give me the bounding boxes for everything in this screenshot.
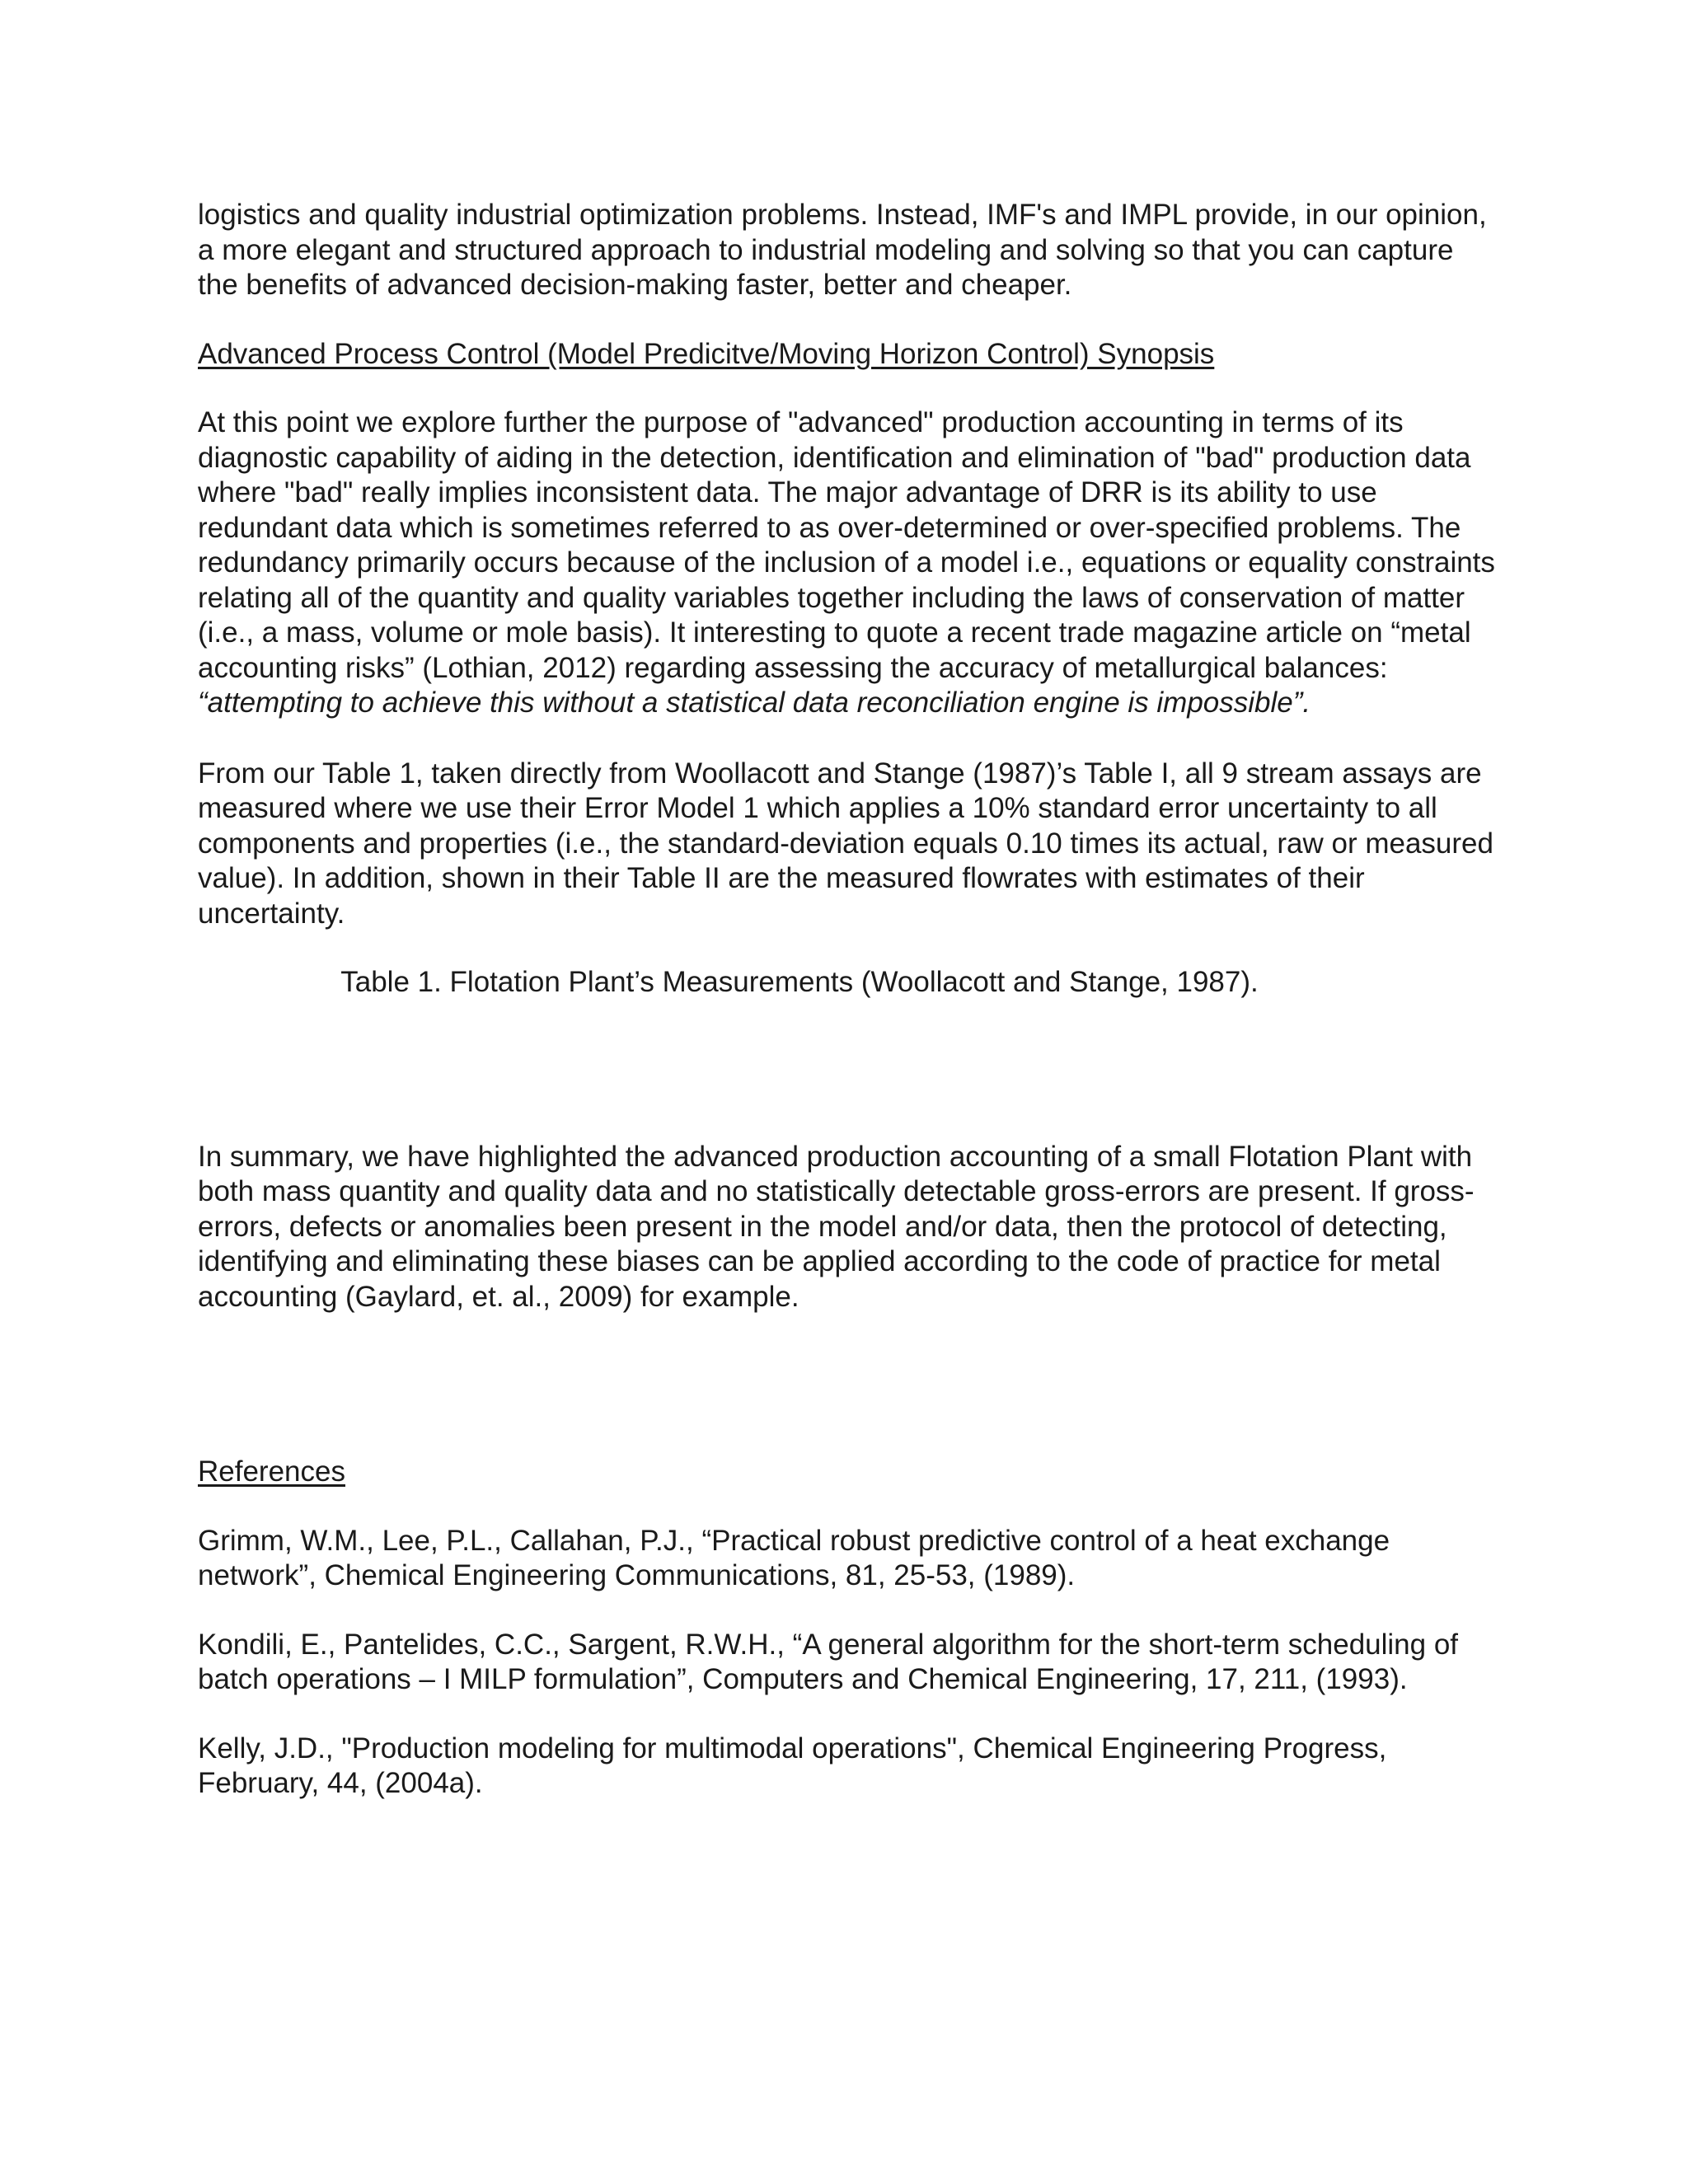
spacer bbox=[198, 1594, 1500, 1628]
table-paragraph: From our Table 1, taken directly from Woollacott and Stange (1987)’s Table I, all 9 stream assays are measured where we use their Error Model 1 which applies a 10% standard error uncertainty to all components and properties (i.e., the standard-deviation equals 0.10 times its actual, raw or measured value). In addition, shown in their Table II are the measured flowrates with estimates of their uncertainty. bbox=[198, 757, 1493, 930]
document-page bbox=[198, 198, 1500, 1802]
drr-paragraph-text: At this point we explore further the purpose of "advanced" production accounting in terms of its diagnostic capability of aiding in the detection, identification and elimination of "bad" production data where "bad" really implies inconsistent data. The major advantage of DRR is its ability to use redundant data which is sometimes referred to as over-determined or over-specified problems. The redundancy primarily occurs because of the inclusion of a model i.e., equations or equality constraints relating all of the quantity and quality variables together including the laws of conservation of matter (i.e., a mass, volume or mole basis). It interesting to quote a recent trade magazine article on “metal accounting risks” (Lothian, 2012) regarding assessing the accuracy of metallurgical balances: bbox=[198, 406, 1495, 684]
reference-item: Grimm, W.M., Lee, P.L., Callahan, P.J., “Practical robust predictive control of a heat exchange network”, Chemical Engineering Communications, 81, 25-53, (1989). bbox=[198, 1524, 1390, 1591]
spacer bbox=[198, 303, 1500, 337]
table-caption: Table 1. Flotation Plant’s Measurements (Woollacott and Stange, 1987). bbox=[340, 966, 1259, 998]
section-heading: Advanced Process Control (Model Predicitve/Moving Horizon Control) Synopsis bbox=[198, 337, 1215, 370]
spacer bbox=[198, 1698, 1500, 1732]
drr-paragraph bbox=[198, 405, 1500, 721]
intro-paragraph: logistics and quality industrial optimization problems. Instead, IMF's and IMPL provide, in our opinion, a more elegant and structured approach to industrial modeling and solving so that you can capture the benefits of advanced decision-making faster, better and cheaper. bbox=[198, 199, 1487, 301]
references-heading: References bbox=[198, 1455, 345, 1488]
spacer bbox=[198, 1315, 1500, 1455]
spacer bbox=[198, 721, 1500, 757]
reference-item: Kelly, J.D., "Production modeling for multimodal operations", Chemical Engineering Progress, February, 44, (2004a). bbox=[198, 1732, 1387, 1799]
spacer bbox=[198, 931, 1500, 965]
drr-quote: “attempting to achieve this without a statistical data reconciliation engine is impossible”. bbox=[198, 687, 1311, 719]
reference-item: Kondili, E., Pantelides, C.C., Sargent, R.W.H., “A general algorithm for the short-term scheduling of batch operations – I MILP formulation”, Computers and Chemical Engineering, 17, 211, (1993). bbox=[198, 1628, 1459, 1695]
table-placeholder-space bbox=[198, 1001, 1500, 1140]
spacer bbox=[198, 372, 1500, 405]
spacer bbox=[198, 1490, 1500, 1524]
summary-paragraph: In summary, we have highlighted the advanced production accounting of a small Flotation Plant with both mass quantity and quality data and no statistically detectable gross-errors are present. If gross-errors, defects or anomalies been present in the model and/or data, then the protocol of detecting, identifying and eliminating these biases can be applied according to the code of practice for metal accounting (Gaylard, et. al., 2009) for example. bbox=[198, 1140, 1475, 1313]
